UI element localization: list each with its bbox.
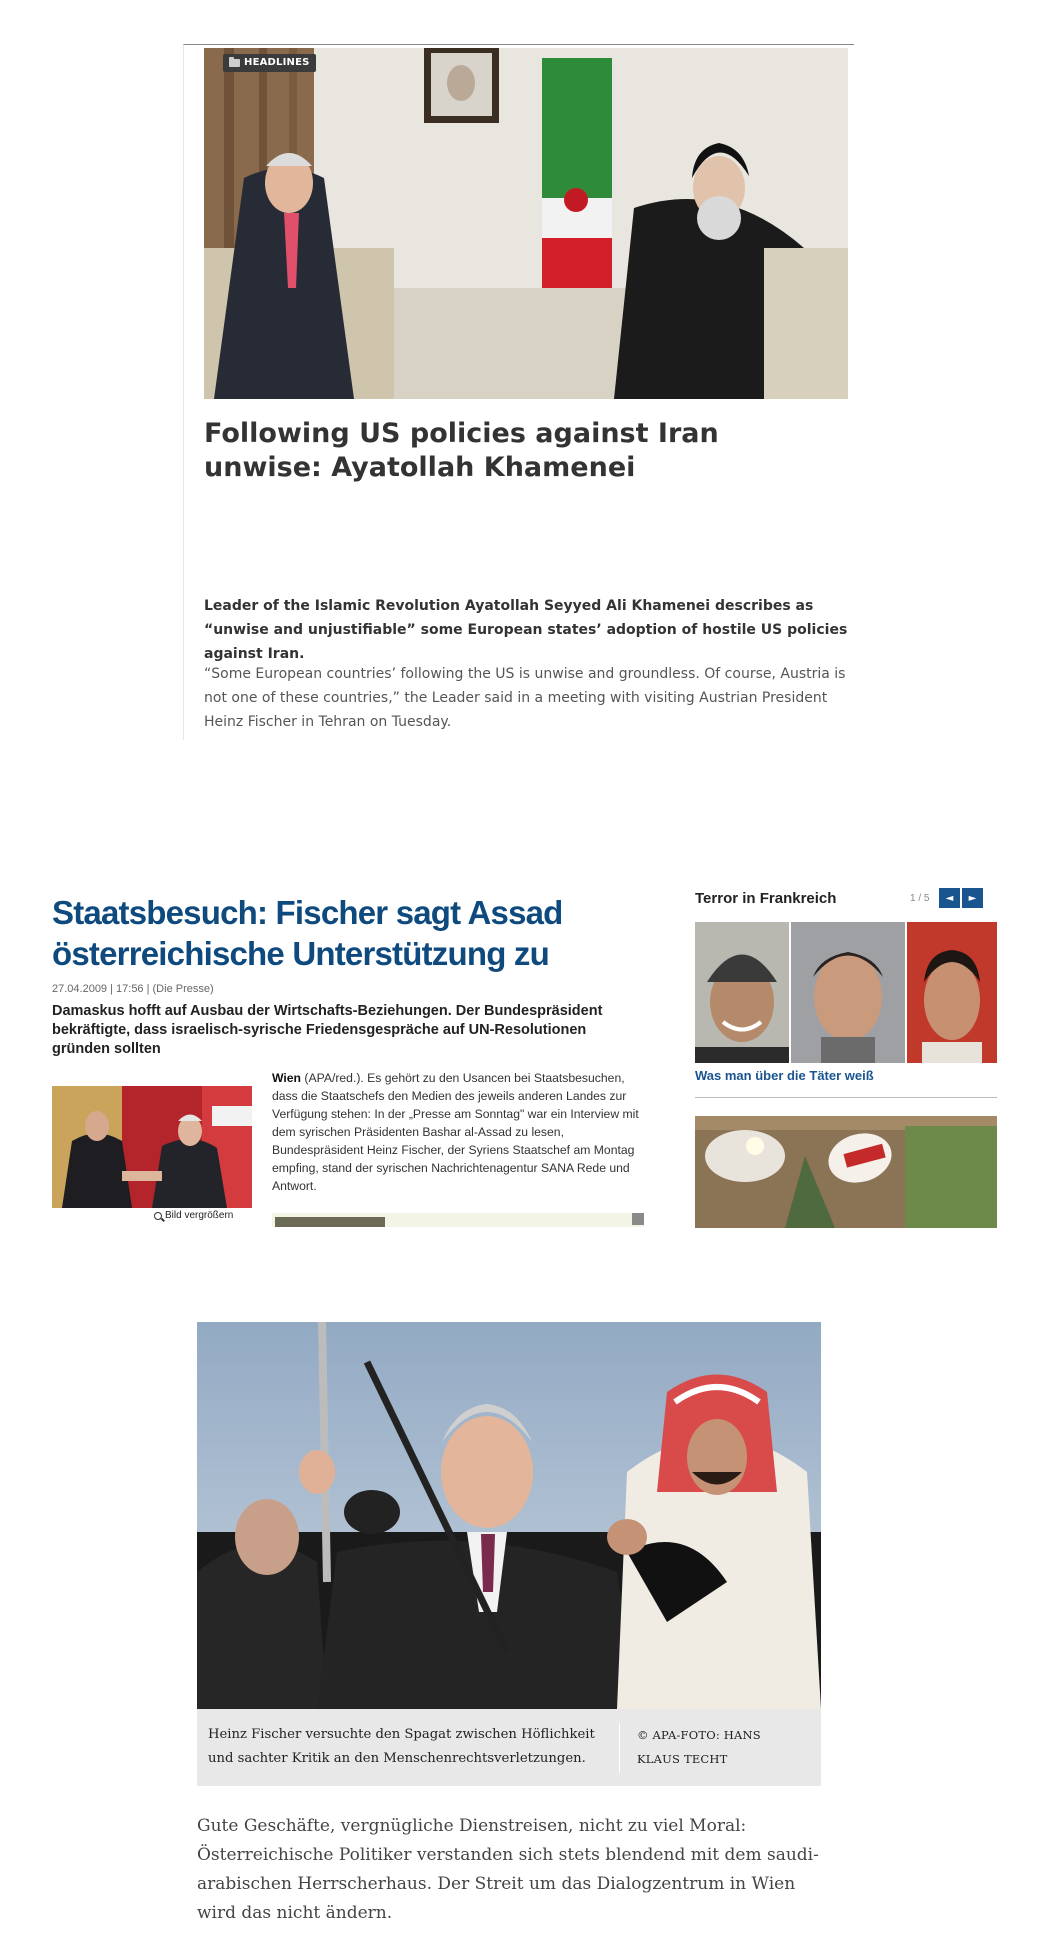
article-title: Following US policies against Iran unwise: Ayatollah Khamenei <box>204 418 719 483</box>
gallery-next-button[interactable] <box>962 888 983 908</box>
photo-caption-box <box>197 1709 821 1786</box>
magnifier-icon <box>154 1212 162 1220</box>
media-strip-handle[interactable] <box>632 1213 644 1225</box>
article-body <box>272 1069 644 1195</box>
suspect-photo-3 <box>907 922 997 1063</box>
gallery-caption-link[interactable]: Was man über die Täter weiß <box>695 1068 874 1083</box>
fischer-assad-photo[interactable] <box>52 1086 252 1208</box>
article-body-text: (APA/red.). Es gehört zu den Usancen bei Staatsbesuchen, dass die Staatschefs den Medien des jeweils anderen Landes zur Verfügung stehen: In der „Presse am Sonntag" war ein Interview mit dem syrischen Präsidenten Bashar al-Assad zu lesen, Bundespräsident Heinz Fischer, der Syriens Staatschef am Montag empfing, stand der syrischen Nachrichtenagentur SANA Rede und Antwort. <box>272 1071 639 1193</box>
enlarge-image-label: Bild vergrößern <box>165 1210 234 1221</box>
fischer-saudi-photo[interactable] <box>197 1322 821 1709</box>
article-body: “Some European countries’ following the US is unwise and groundless. Of course, Austria is not one of these countries,” the Leader said in a meeting with visiting Austrian President Heinz Fischer in Tehran on Tuesday. <box>204 666 846 730</box>
photo-caption: Heinz Fischer versuchte den Spagat zwischen Höflichkeit und sachter Kritik an den Menschenrechtsverletzungen. <box>208 1727 595 1766</box>
presstv-article <box>183 44 854 740</box>
arrow-right-icon: ► <box>968 892 977 904</box>
article-lead: Leader of the Islamic Revolution Ayatollah Seyyed Ali Khamenei describes as “unwise and unjustifiable” some European states’ adoption of hostile US policies against Iran. <box>204 598 848 662</box>
sidebar-divider <box>695 1097 997 1098</box>
gallery-title: Terror in Frankreich <box>695 890 837 907</box>
gallery-counter: 1 / 5 <box>910 893 930 904</box>
diepresse-article <box>52 883 1002 1228</box>
gallery-photos[interactable] <box>695 922 997 1063</box>
arrow-left-icon: ◄ <box>945 892 954 904</box>
headlines-tag[interactable] <box>223 54 316 72</box>
headlines-tag-label: HEADLINES <box>244 57 310 68</box>
media-strip-thumb <box>275 1217 385 1227</box>
photo-credit: © APA-FOTO: HANS KLAUS TECHT <box>637 1728 761 1766</box>
gallery-prev-button[interactable] <box>939 888 960 908</box>
enlarge-image-link[interactable] <box>154 1210 233 1221</box>
embedded-media-strip <box>272 1213 644 1227</box>
suspect-photo-1 <box>695 922 789 1063</box>
article-headline: Staatsbesuch: Fischer sagt Assad österreichische Unterstützung zu <box>52 894 563 972</box>
dateline: Wien <box>272 1071 302 1085</box>
fischer-khamenei-photo[interactable] <box>204 48 848 399</box>
article-lead: Damaskus hofft auf Ausbau der Wirtschafts-Beziehungen. Der Bundespräsident bekräftigte, dass israelisch-syrische Friedensgespräche auf UN-Resolutionen gründen sollten <box>52 1003 603 1057</box>
folder-icon <box>229 59 240 67</box>
article-meta: 27.04.2009 | 17:56 | (Die Presse) <box>52 983 214 995</box>
sidebar-teaser-photo[interactable] <box>695 1116 997 1228</box>
suspect-photo-2 <box>791 922 905 1063</box>
caption-separator <box>619 1723 620 1773</box>
article-teaser-text: Gute Geschäfte, vergnügliche Dienstreisen, nicht zu viel Moral: Österreichische Politiker verstanden sich stets blendend mit dem saudi-arabischen Herrscherhaus. Der Streit um das Dialogzentrum in Wien wird das nicht ändern. <box>197 1816 819 1923</box>
sidebar-gallery <box>695 883 997 1228</box>
